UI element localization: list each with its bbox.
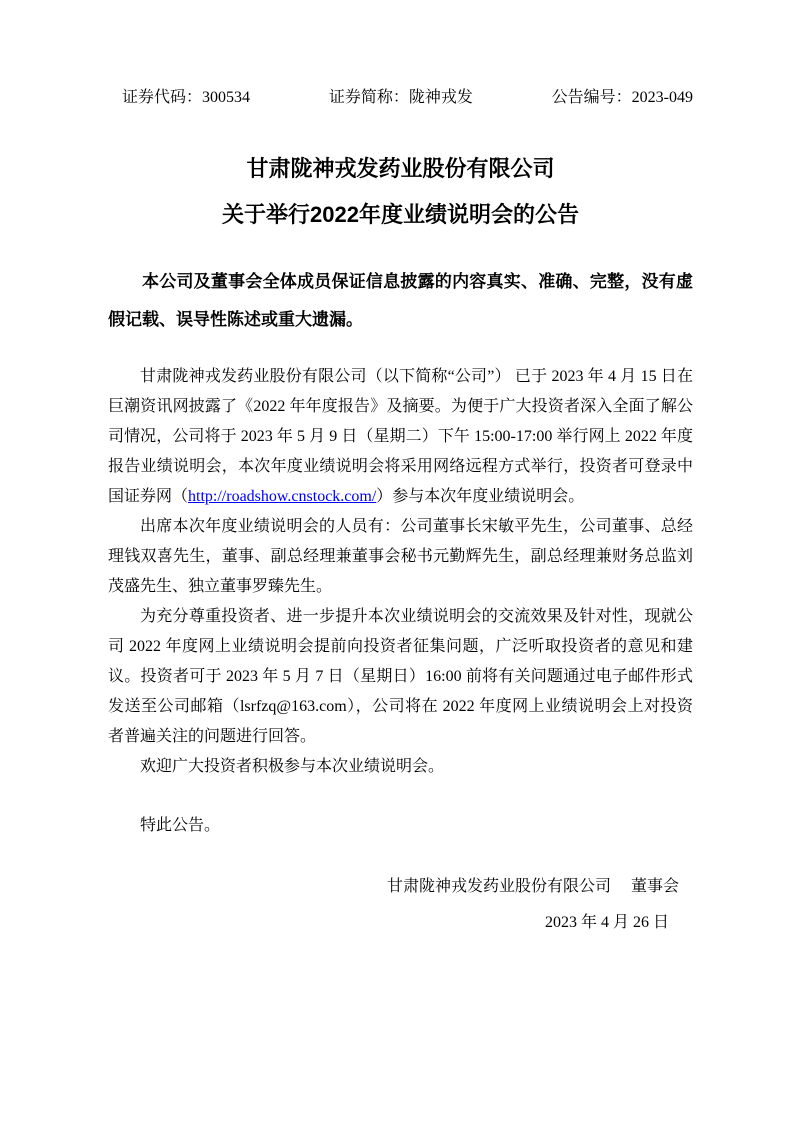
signature-date: 2023 年 4 月 26 日	[544, 914, 669, 931]
stock-short-name: 证券简称：陇神戎发	[328, 89, 473, 106]
stock-code: 证券代码：300534	[122, 89, 251, 106]
announcement-number: 公告编号：2023-049	[551, 89, 693, 106]
signature-company: 甘肃陇神戎发药业股份有限公司 董事会	[386, 878, 679, 895]
title-company-line: 甘肃陇神戎发药业股份有限公司	[246, 156, 555, 181]
disclosure-notice: 本公司及董事会全体成员保证信息披露的内容真实、准确、完整，没有虚假记载、误导性陈述或重大遗漏。	[108, 272, 693, 329]
document-header	[108, 88, 693, 108]
signature-block	[108, 869, 693, 941]
meeting-info-text-after-link: ）参与本次年度业绩说明会。	[376, 488, 585, 505]
paragraph-attendees: 出席本次年度业绩说明会的人员有：公司董事长宋敏平先生，公司董事、总经理钱双喜先生，董事、副总经理兼董事会秘书元勤辉先生，副总经理兼财务总监刘茂盛先生、独立董事罗臻先生。	[108, 518, 693, 595]
title-subject-line: 关于举行2022年度业绩说明会的公告	[222, 202, 579, 227]
roadshow-link[interactable]: http://roadshow.cnstock.com/	[188, 488, 377, 505]
closing-statement: 特此公告。	[140, 817, 221, 834]
meeting-info-text-before-link: 甘肃陇神戎发药业股份有限公司（以下简称“公司”） 已于 2023 年 4 月 15 日在巨潮资讯网披露了《2022 年年度报告》及摘要。为便于广大投资者深入全面了解公司情况，公司将于 2023 年 5 月 9 日（星期二）下午 15:00-17:00 举行网上 2022 年度报告业绩说明会，本次年度业绩说明会将采用网络远程方式举行，投资者可登录中国证券网（	[108, 368, 693, 505]
paragraph-question-collection: 为充分尊重投资者、进一步提升本次业绩说明会的交流效果及针对性，现就公司 2022 年度网上业绩说明会提前向投资者征集问题，广泛听取投资者的意见和建议。投资者可于 2023 年 5 月 7 日（星期日）16:00 前将有关问题通过电子邮件形式发送至公司邮箱（lsrfzq@163.com），公司将在 2022 年度网上业绩说明会上对投资者普遍关注的问题进行回答。	[108, 608, 693, 745]
document-title	[108, 146, 693, 238]
paragraph-meeting-info	[108, 362, 693, 512]
paragraph-welcome: 欢迎广大投资者积极参与本次业绩说明会。	[140, 758, 445, 775]
